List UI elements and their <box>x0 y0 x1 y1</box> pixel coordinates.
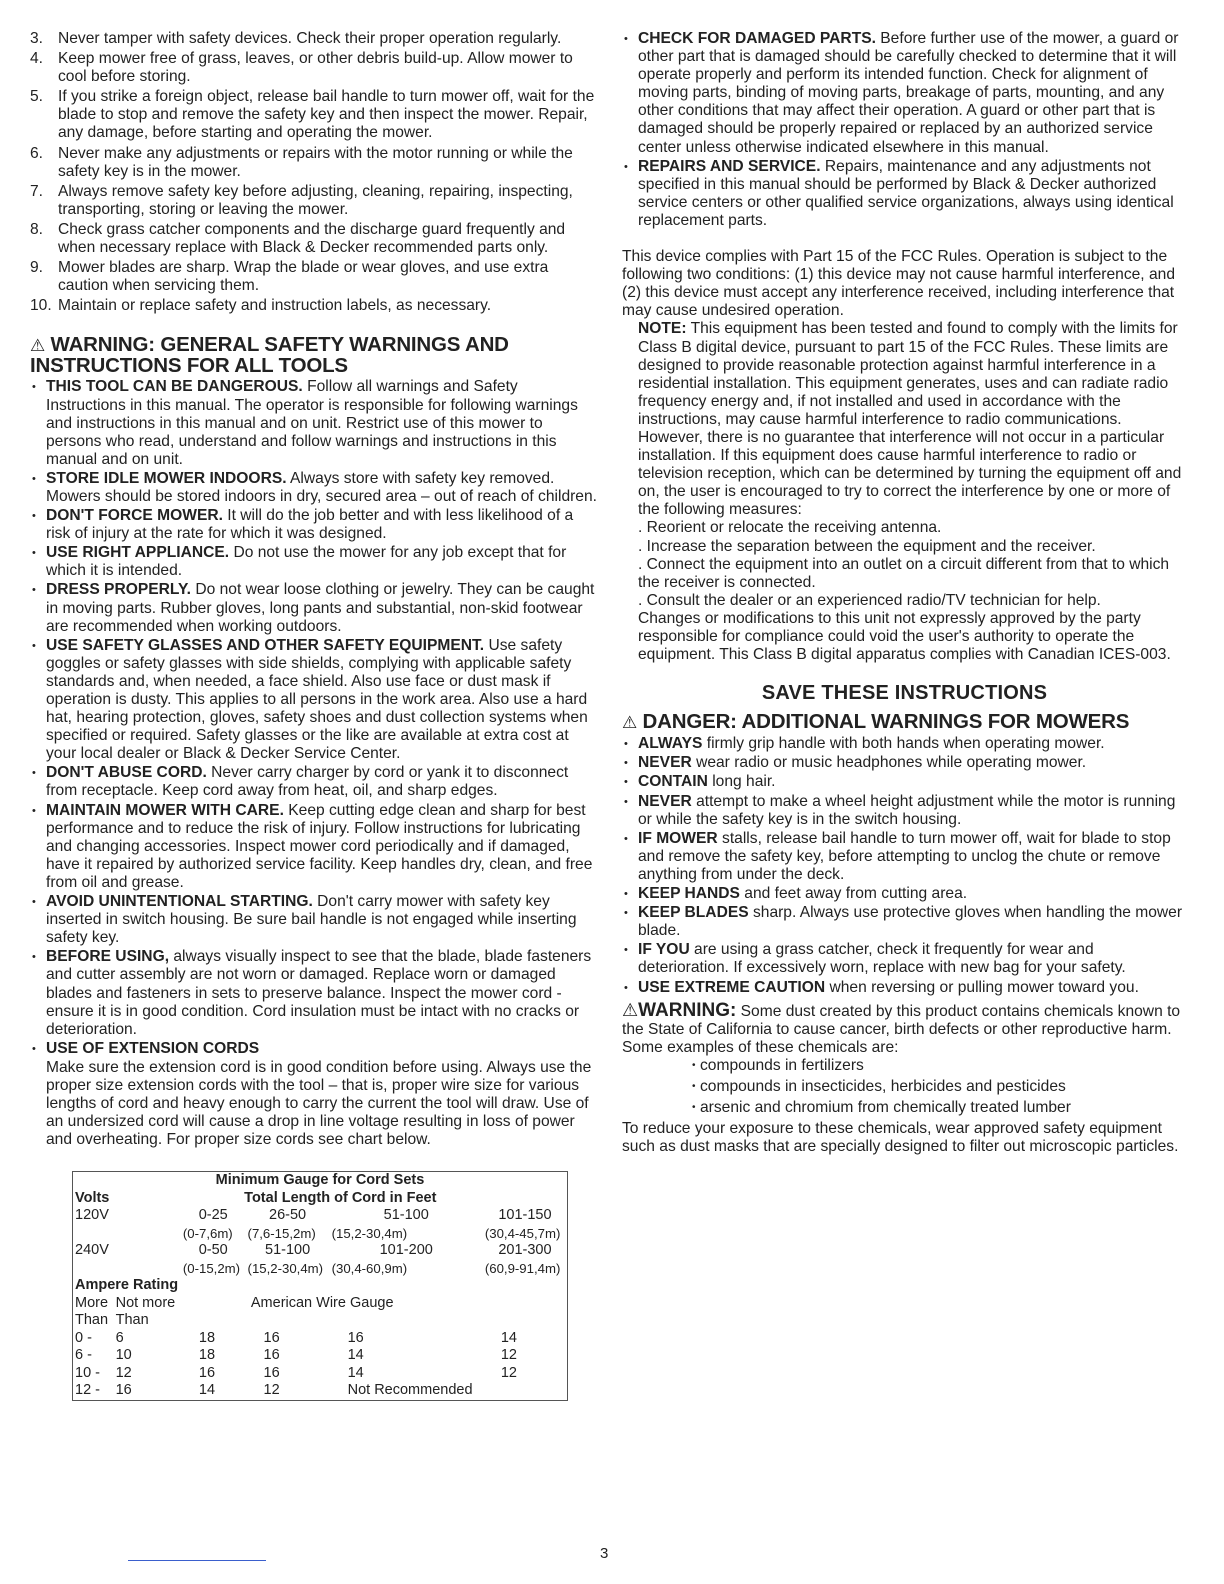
item-text: long hair. <box>707 773 776 791</box>
amp-more: 10 <box>75 1364 92 1381</box>
item-lead: NEVER <box>638 792 692 810</box>
fcc-changes: Changes or modifications to this unit not expressly approved by the party responsible for compliance could void the user's authority to operate the equipment. This Class B digital apparatus complies with Canadian ICES-003. <box>638 609 1171 664</box>
measure-item: . Connect the equipment into an outlet on a circuit different from that to which the receiver is connected. <box>638 555 1170 591</box>
rule-number: 4. <box>30 50 44 68</box>
rule-text: Never make any adjustments or repairs with the motor running or while the safety key is in the mower. <box>58 144 573 180</box>
rule-item <box>30 145 600 181</box>
amp-not-more: 12 <box>115 1364 132 1381</box>
warning-item <box>30 544 600 580</box>
item-text: sharp. Always use protective gloves when handling the mower blade. <box>638 904 1183 940</box>
warning-item <box>30 470 600 506</box>
item-lead: DRESS PROPERLY. <box>46 581 192 599</box>
rule-text: Keep mower free of grass, leaves, or other debris build-up. Allow mower to cool before storing. <box>58 50 573 86</box>
page-number: 3 <box>600 1545 609 1562</box>
rule-number: 9. <box>30 259 44 277</box>
fcc-note: NOTE: This equipment has been tested and found to comply with the limits for Class B digital device, pursuant to part 15 of the FCC Rules. These limits are designed to provide reasonable protection against harmful interference in a residential installation. This equipment generates, uses and can radiate radio frequency energy and, if not installed and used in accordance with the instructions, may cause harmful interference to radio communications. However, there is no guarantee that interference will not occur in a particular installation. If this equipment does cause harmful interference to radio or television reception, which can be determined by turning the equipment off and on, the user is encouraged to try to correct the interference by one or more of the following measures: <box>638 320 1182 519</box>
amp-header-row-2: Than Than <box>75 1312 149 1329</box>
item-lead: USE OF EXTENSION CORDS <box>46 1039 260 1057</box>
gauge-cell: 14 <box>347 1364 364 1381</box>
row-240v-metric: (0-15,2m) (15,2-30,4m) (30,4-60,9m) (60,9-91,4m) <box>182 1260 561 1276</box>
prop65-warning: ⚠WARNING: Some dust created by this product contains chemicals known to the State of California to cause cancer, birth defects or other reproductive harm. Some examples of these chemicals are: <box>622 999 1181 1056</box>
rule-text: Mower blades are sharp. Wrap the blade or wear gloves, and use extra caution when servicing them. <box>58 259 549 295</box>
table-row: 12 - 16 14 12 Not Recommended <box>73 1382 568 1400</box>
item-lead: KEEP BLADES <box>638 904 749 922</box>
item-lead: AVOID UNINTENTIONAL STARTING. <box>46 893 313 911</box>
amp-more: 6 <box>75 1347 84 1364</box>
warning-item <box>30 637 600 764</box>
amp-not-more: 6 <box>115 1329 124 1346</box>
warning-triangle-icon: ⚠ <box>622 713 638 733</box>
rule-number: 6. <box>30 144 44 162</box>
gauge-cell: 18 <box>198 1347 216 1364</box>
warning-item <box>30 948 600 1038</box>
fcc-measures <box>622 519 1187 609</box>
extension-cord-text: Make sure the extension cord is in good condition before using. Always use the proper size extension cords with the tool – that is, proper wire size for various lengths of cord and heavy enough to carry the current the tool will draw. Use of an undersized cord will cause a drop in line voltage resulting in loss of power and overheating. For proper size cords see chart below. <box>46 1058 592 1149</box>
amp-not-more: 10 <box>115 1347 132 1364</box>
danger-item <box>622 904 1187 940</box>
rule-text: Never tamper with safety devices. Check their proper operation regularly. <box>58 30 562 47</box>
danger-item <box>622 735 1187 753</box>
item-lead: MAINTAIN MOWER WITH CARE. <box>46 801 284 819</box>
item-lead: THIS TOOL CAN BE DANGEROUS. <box>46 378 303 396</box>
length-label: Total Length of Cord in Feet <box>244 1189 437 1206</box>
rule-item <box>30 183 600 219</box>
item-text: are using a grass catcher, check it frequently for wear and deterioration. If excessively worn, replace with new bag for your safety. <box>638 941 1126 977</box>
amp-more: 0 <box>75 1329 84 1346</box>
warning-item <box>30 893 600 947</box>
rule-text: Check grass catcher components and the discharge guard frequently and when necessary replace with Black & Decker recommended parts only. <box>58 220 566 257</box>
rule-number: 7. <box>30 182 44 200</box>
reduce-exposure-text: To reduce your exposure to these chemicals, wear approved safety equipment such as dust masks that are specially designed to filter out microscopic particles. <box>622 1120 1179 1156</box>
rule-text: Maintain or replace safety and instruction labels, as necessary. <box>58 297 492 315</box>
danger-item <box>622 830 1187 884</box>
item-text: always visually inspect to see that the blade, blade fasteners and cutter assembly are not worn or damaged. Replace worn or damaged blades and fasteners in sets to preserve balance. Inspect the mower cord - ensure it is in good condition. Cord insulation must be intact with no cracks or deterioration. <box>46 948 592 1038</box>
rule-item <box>30 297 600 315</box>
item-lead: CONTAIN <box>638 773 708 791</box>
item-text: attempt to make a wheel height adjustment while the motor is running or while the safety key is in the switch housing. <box>638 792 1176 828</box>
rule-item <box>30 259 600 295</box>
item-lead: BEFORE USING, <box>46 948 170 966</box>
warning-item <box>30 764 600 800</box>
item-text: Keep cutting edge clean and sharp for best performance and to reduce the risk of injury. Follow instructions for lubricating and changing accessories. Inspect mower cord periodically and if damaged, have it repaired by authorized service facility. Keep handles dry, clean, and free from oil and grease. <box>46 801 593 891</box>
item-lead: NEVER <box>638 754 692 772</box>
table-row: 0 - 6 18 16 16 14 <box>73 1330 568 1348</box>
item-lead: STORE IDLE MOWER INDOORS. <box>46 469 287 487</box>
item-text: Follow all warnings and Safety Instructions in this manual. The operator is responsible for following warnings and instructions in this manual and on unit. Restrict use of this mower to persons who read, understand and follow warnings and instructions in this manual and on unit. <box>46 378 578 468</box>
fcc-statement: This device complies with Part 15 of the FCC Rules. Operation is subject to the following two conditions: (1) this device may not cause harmful interference, and (2) this device must accept any interference received, including interference that may cause undesired operation. <box>622 248 1175 320</box>
rule-number: 5. <box>30 88 44 106</box>
warning-item <box>30 1040 600 1058</box>
rule-number: 8. <box>30 220 44 238</box>
item-lead: USE EXTREME CAUTION <box>638 978 826 996</box>
gauge-cell <box>483 1382 568 1400</box>
gauge-cell: 12 <box>500 1347 517 1364</box>
item-text: Always store with safety key removed. Mowers should be stored indoors in dry, secured area – out of reach of children. <box>46 469 597 505</box>
item-text: Before further use of the mower, a guard or other part that is damaged should be carefully checked to determine that it will operate properly and perform its intended function. Check for alignment of moving parts, binding of moving parts, breakage of parts, mounting, and any other conditions that may affect their operation. A guard or other part that is damaged should be properly repaired or replaced by an authorized service center unless otherwise indicated elsewhere in this manual. <box>638 30 1179 156</box>
danger-item <box>622 773 1187 791</box>
item-text: Do not wear loose clothing or jewelry. They can be caught in moving parts. Rubber gloves, long pants and substantial, non-skid footwear are recommended when working outdoors. <box>46 581 595 635</box>
row-240v: 240V 0-50 51-100 101-200 201-300 <box>75 1242 552 1259</box>
rule-number: 3. <box>30 30 44 47</box>
cord-gauge-table <box>72 1171 568 1401</box>
safety-rules-list <box>30 30 600 315</box>
measure-item: . Consult the dealer or an experienced radio/TV technician for help. <box>638 591 1101 609</box>
item-lead: DON'T FORCE MOWER. <box>46 507 223 525</box>
item-lead: USE RIGHT APPLIANCE. <box>46 544 230 562</box>
warning-item <box>622 158 1187 230</box>
gauge-cell: 16 <box>263 1364 280 1381</box>
chemical-item: • compounds in fertilizers <box>692 1057 1187 1075</box>
rule-item <box>30 221 600 257</box>
item-text: stalls, release bail handle to turn mower off, wait for blade to stop and remove the safety key, before attempting to unclog the chute or remove anything from under the deck. <box>638 829 1171 883</box>
danger-item <box>622 885 1187 903</box>
item-text: It will do the job better and with less likelihood of a risk of injury at the rate for which it was designed. <box>46 507 574 543</box>
warning-triangle-icon: ⚠ <box>622 999 639 1020</box>
warning-item <box>30 802 600 892</box>
item-lead: IF MOWER <box>638 829 718 847</box>
rule-text: Always remove safety key before adjusting, cleaning, repairing, inspecting, transporting, storing or leaving the mower. <box>58 182 573 218</box>
chemicals-list <box>622 1057 1187 1117</box>
general-warnings-heading: ⚠ WARNING: GENERAL SAFETY WARNINGS AND INSTRUCTIONS FOR ALL TOOLS <box>30 333 509 378</box>
footer-rule <box>128 1560 266 1561</box>
warning-triangle-icon: ⚠ <box>30 336 46 356</box>
danger-heading: ⚠ DANGER: ADDITIONAL WARNINGS FOR MOWERS <box>622 710 1130 734</box>
gauge-cell: 12 <box>263 1382 280 1399</box>
table-title: Minimum Gauge for Cord Sets <box>215 1172 425 1189</box>
item-text: Never carry charger by cord or yank it to disconnect from receptacle. Keep cord away from heat, oil, and sharp edges. <box>46 764 569 800</box>
amp-header-row: More Not more American Wire Gauge <box>75 1294 394 1311</box>
item-text: Don't carry mower with safety key inserted in switch housing. Be sure bail handle is not engaged while inserting safety key. <box>46 893 577 947</box>
item-lead: CHECK FOR DAMAGED PARTS. <box>638 30 876 47</box>
item-text: Do not use the mower for any job except that for which it is intended. <box>46 544 567 580</box>
measure-item: . Increase the separation between the equipment and the receiver. <box>638 537 1096 555</box>
item-text: firmly grip handle with both hands when operating mower. <box>702 735 1105 753</box>
warning-item <box>30 581 600 635</box>
item-text: when reversing or pulling mower toward you. <box>825 978 1139 996</box>
measure-item: . Reorient or relocate the receiving antenna. <box>638 519 942 537</box>
gauge-cell: 14 <box>347 1347 364 1364</box>
volts-label: Volts <box>75 1189 110 1206</box>
danger-item <box>622 793 1187 829</box>
amp-more: 12 <box>75 1382 92 1399</box>
table-row: 10 - 12 16 16 14 12 <box>73 1365 568 1383</box>
gauge-cell: 16 <box>263 1347 280 1364</box>
gauge-cell: 16 <box>198 1364 216 1381</box>
item-text: Repairs, maintenance and any adjustments not specified in this manual should be performed by Black & Decker authorized service centers or other qualified service organizations, always using identical replacement parts. <box>638 157 1174 229</box>
item-text: wear radio or music headphones while operating mower. <box>691 754 1087 772</box>
gauge-cell: 14 <box>198 1382 216 1399</box>
ampere-label: Ampere Rating <box>75 1277 179 1294</box>
warning-item <box>30 378 600 468</box>
gauge-cell: Not Recommended <box>347 1382 473 1399</box>
gauge-cell: 16 <box>347 1329 364 1346</box>
danger-item <box>622 941 1187 977</box>
gauge-cell: 16 <box>263 1329 280 1346</box>
rule-item <box>30 30 600 48</box>
item-text: Use safety goggles or safety glasses with side shields, complying with applicable safety standards and, when needed, a face shield. Also use face or dust mask if operation is dusty. This applies to all persons in the work area. Also use a hard hat, hearing protection, gloves, safety shoes and dust collection systems when specified or required. Safety glasses or the like are available at extra cost at your local dealer or Black & Decker Service Center. <box>46 636 588 763</box>
rule-text: If you strike a foreign object, release bail handle to turn mower off, wait for the blade to stop and remove the safety key and then inspect the mower. Repair, any damage, before starting and operating the mower. <box>58 88 595 142</box>
gauge-cell: 14 <box>500 1329 517 1346</box>
gauge-cell: 18 <box>198 1329 216 1346</box>
item-lead: DON'T ABUSE CORD. <box>46 764 207 782</box>
chemical-item: • arsenic and chromium from chemically treated lumber <box>692 1099 1187 1117</box>
item-lead: USE SAFETY GLASSES AND OTHER SAFETY EQUIPMENT. <box>46 636 485 654</box>
item-lead: IF YOU <box>638 941 690 959</box>
right-column <box>622 30 1187 1156</box>
item-text: and feet away from cutting area. <box>739 885 968 903</box>
row-120v-metric: (0-7,6m) (7,6-15,2m) (15,2-30,4m) (30,4-45,7m) <box>182 1225 561 1241</box>
table-row: 6 - 10 18 16 14 12 <box>73 1347 568 1365</box>
chemical-item: • compounds in insecticides, herbicides and pesticides <box>692 1078 1187 1096</box>
item-lead: ALWAYS <box>638 735 703 753</box>
general-warnings-list <box>30 378 600 1057</box>
rule-number: 10. <box>30 297 52 315</box>
warning-item <box>622 30 1187 157</box>
item-lead: REPAIRS AND SERVICE. <box>638 157 821 175</box>
warning-item <box>30 507 600 543</box>
damaged-parts-list <box>622 30 1187 230</box>
danger-item <box>622 754 1187 772</box>
save-instructions-heading: SAVE THESE INSTRUCTIONS <box>761 682 1048 705</box>
danger-item <box>622 979 1187 997</box>
rule-item <box>30 50 600 86</box>
item-lead: KEEP HANDS <box>638 885 740 903</box>
danger-list <box>622 735 1187 996</box>
row-120v: 120V 0-25 26-50 51-100 101-150 <box>75 1207 552 1224</box>
left-column <box>30 30 600 1401</box>
amp-not-more: 16 <box>115 1382 132 1399</box>
rule-item <box>30 88 600 142</box>
gauge-cell: 12 <box>500 1364 517 1381</box>
